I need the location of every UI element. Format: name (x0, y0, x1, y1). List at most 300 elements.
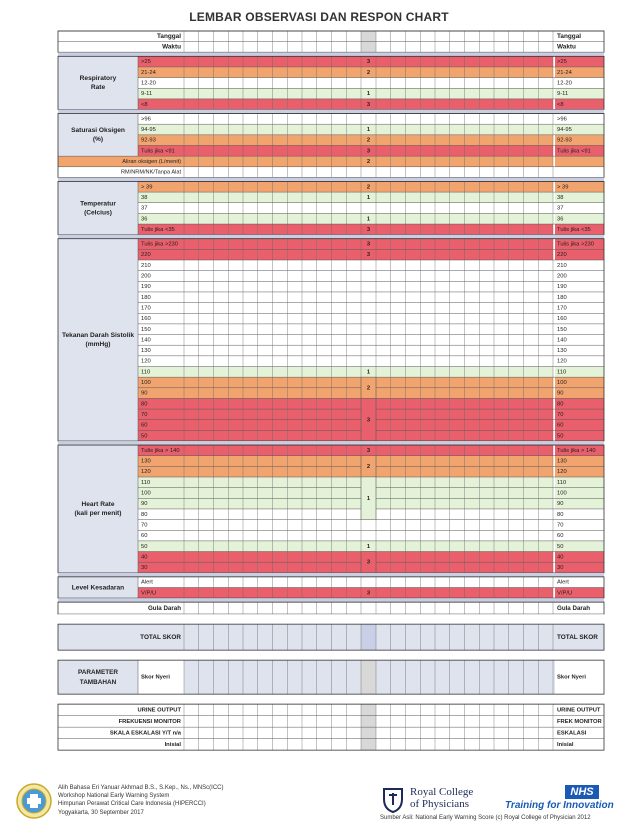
obs-cell[interactable] (509, 588, 524, 599)
obs-cell[interactable] (243, 213, 258, 224)
obs-cell[interactable] (228, 577, 243, 588)
obs-cell[interactable] (273, 88, 288, 99)
obs-cell[interactable] (509, 704, 524, 716)
obs-cell[interactable] (273, 430, 288, 441)
obs-cell[interactable] (199, 281, 214, 292)
obs-cell[interactable] (184, 552, 199, 563)
obs-cell[interactable] (435, 552, 450, 563)
obs-cell[interactable] (406, 156, 421, 167)
obs-cell[interactable] (450, 498, 465, 509)
obs-cell[interactable] (420, 488, 435, 499)
obs-cell[interactable] (346, 324, 361, 335)
obs-cell[interactable] (391, 224, 406, 235)
obs-cell[interactable] (332, 345, 347, 356)
obs-cell[interactable] (332, 498, 347, 509)
obs-cell[interactable] (479, 430, 494, 441)
obs-cell[interactable] (406, 552, 421, 563)
obs-cell[interactable] (420, 203, 435, 214)
obs-cell[interactable] (420, 377, 435, 388)
obs-cell[interactable] (479, 356, 494, 367)
obs-cell[interactable] (317, 588, 332, 599)
obs-cell[interactable] (479, 704, 494, 716)
obs-cell[interactable] (258, 146, 273, 157)
obs-cell[interactable] (391, 430, 406, 441)
obs-cell[interactable] (287, 739, 302, 751)
obs-cell[interactable] (391, 509, 406, 520)
obs-cell[interactable] (287, 292, 302, 303)
obs-cell[interactable] (214, 430, 229, 441)
obs-cell[interactable] (538, 181, 553, 192)
obs-cell[interactable] (435, 324, 450, 335)
obs-cell[interactable] (465, 520, 480, 531)
obs-cell[interactable] (420, 588, 435, 599)
obs-cell[interactable] (258, 260, 273, 271)
obs-cell[interactable] (199, 156, 214, 167)
obs-cell[interactable] (465, 78, 480, 89)
obs-cell[interactable] (524, 377, 539, 388)
obs-cell[interactable] (406, 135, 421, 146)
obs-cell[interactable] (214, 498, 229, 509)
obs-cell[interactable] (538, 203, 553, 214)
obs-cell[interactable] (302, 78, 317, 89)
obs-cell[interactable] (406, 114, 421, 125)
obs-cell[interactable] (420, 303, 435, 314)
obs-cell[interactable] (494, 509, 509, 520)
obs-cell[interactable] (243, 88, 258, 99)
obs-cell[interactable] (420, 42, 435, 53)
obs-cell[interactable] (494, 409, 509, 420)
obs-cell[interactable] (420, 577, 435, 588)
param-cell[interactable] (465, 660, 480, 694)
obs-cell[interactable] (465, 224, 480, 235)
param-cell[interactable] (273, 660, 288, 694)
obs-cell[interactable] (332, 509, 347, 520)
obs-cell[interactable] (524, 577, 539, 588)
obs-cell[interactable] (406, 335, 421, 346)
obs-cell[interactable] (509, 281, 524, 292)
obs-cell[interactable] (524, 727, 539, 739)
obs-cell[interactable] (376, 520, 391, 531)
obs-cell[interactable] (391, 552, 406, 563)
obs-cell[interactable] (465, 727, 480, 739)
obs-cell[interactable] (465, 146, 480, 157)
obs-cell[interactable] (214, 377, 229, 388)
obs-cell[interactable] (302, 56, 317, 67)
obs-cell[interactable] (376, 114, 391, 125)
obs-cell[interactable] (199, 88, 214, 99)
obs-cell[interactable] (273, 552, 288, 563)
obs-cell[interactable] (243, 124, 258, 135)
obs-cell[interactable] (391, 88, 406, 99)
obs-cell[interactable] (332, 541, 347, 552)
obs-cell[interactable] (376, 498, 391, 509)
obs-cell[interactable] (287, 367, 302, 378)
obs-cell[interactable] (420, 509, 435, 520)
obs-cell[interactable] (228, 530, 243, 541)
obs-cell[interactable] (538, 167, 553, 178)
obs-cell[interactable] (406, 271, 421, 282)
obs-cell[interactable] (391, 181, 406, 192)
obs-cell[interactable] (184, 249, 199, 260)
obs-cell[interactable] (184, 562, 199, 573)
obs-cell[interactable] (450, 388, 465, 399)
obs-cell[interactable] (214, 213, 229, 224)
obs-cell[interactable] (346, 135, 361, 146)
obs-cell[interactable] (332, 420, 347, 431)
obs-cell[interactable] (199, 213, 214, 224)
param-cell[interactable] (214, 660, 229, 694)
obs-cell[interactable] (184, 356, 199, 367)
obs-cell[interactable] (479, 271, 494, 282)
obs-cell[interactable] (465, 456, 480, 467)
obs-cell[interactable] (302, 303, 317, 314)
obs-cell[interactable] (302, 398, 317, 409)
obs-cell[interactable] (243, 31, 258, 42)
obs-cell[interactable] (243, 324, 258, 335)
obs-cell[interactable] (258, 739, 273, 751)
obs-cell[interactable] (184, 388, 199, 399)
obs-cell[interactable] (524, 114, 539, 125)
param-cell[interactable] (302, 660, 317, 694)
obs-cell[interactable] (406, 124, 421, 135)
obs-cell[interactable] (465, 249, 480, 260)
obs-cell[interactable] (199, 292, 214, 303)
obs-cell[interactable] (538, 377, 553, 388)
obs-cell[interactable] (332, 181, 347, 192)
obs-cell[interactable] (391, 213, 406, 224)
obs-cell[interactable] (450, 577, 465, 588)
obs-cell[interactable] (228, 88, 243, 99)
obs-cell[interactable] (258, 88, 273, 99)
obs-cell[interactable] (494, 88, 509, 99)
obs-cell[interactable] (479, 292, 494, 303)
obs-cell[interactable] (184, 313, 199, 324)
obs-cell[interactable] (317, 260, 332, 271)
obs-cell[interactable] (494, 192, 509, 203)
obs-cell[interactable] (538, 335, 553, 346)
obs-cell[interactable] (494, 377, 509, 388)
obs-cell[interactable] (479, 398, 494, 409)
obs-cell[interactable] (494, 588, 509, 599)
obs-cell[interactable] (317, 42, 332, 53)
obs-cell[interactable] (494, 224, 509, 235)
obs-cell[interactable] (406, 727, 421, 739)
obs-cell[interactable] (538, 388, 553, 399)
obs-cell[interactable] (214, 420, 229, 431)
obs-cell[interactable] (317, 239, 332, 250)
obs-cell[interactable] (450, 430, 465, 441)
obs-cell[interactable] (420, 456, 435, 467)
obs-cell[interactable] (420, 124, 435, 135)
obs-cell[interactable] (450, 409, 465, 420)
obs-cell[interactable] (376, 577, 391, 588)
total-cell[interactable] (184, 624, 199, 650)
obs-cell[interactable] (317, 167, 332, 178)
obs-cell[interactable] (450, 324, 465, 335)
obs-cell[interactable] (346, 124, 361, 135)
obs-cell[interactable] (376, 192, 391, 203)
obs-cell[interactable] (479, 313, 494, 324)
obs-cell[interactable] (317, 146, 332, 157)
obs-cell[interactable] (258, 420, 273, 431)
obs-cell[interactable] (184, 477, 199, 488)
obs-cell[interactable] (258, 99, 273, 110)
obs-cell[interactable] (199, 409, 214, 420)
obs-cell[interactable] (273, 739, 288, 751)
obs-cell[interactable] (214, 114, 229, 125)
obs-cell[interactable] (435, 42, 450, 53)
obs-cell[interactable] (435, 181, 450, 192)
obs-cell[interactable] (509, 114, 524, 125)
obs-cell[interactable] (273, 192, 288, 203)
obs-cell[interactable] (479, 156, 494, 167)
obs-cell[interactable] (346, 345, 361, 356)
obs-cell[interactable] (199, 445, 214, 456)
obs-cell[interactable] (346, 249, 361, 260)
obs-cell[interactable] (302, 727, 317, 739)
obs-cell[interactable] (435, 488, 450, 499)
param-cell[interactable] (287, 660, 302, 694)
obs-cell[interactable] (376, 78, 391, 89)
obs-cell[interactable] (538, 31, 553, 42)
obs-cell[interactable] (184, 124, 199, 135)
total-cell[interactable] (538, 624, 553, 650)
obs-cell[interactable] (406, 224, 421, 235)
obs-cell[interactable] (273, 203, 288, 214)
obs-cell[interactable] (287, 167, 302, 178)
obs-cell[interactable] (273, 704, 288, 716)
obs-cell[interactable] (346, 377, 361, 388)
obs-cell[interactable] (494, 271, 509, 282)
obs-cell[interactable] (494, 99, 509, 110)
obs-cell[interactable] (406, 56, 421, 67)
obs-cell[interactable] (228, 727, 243, 739)
obs-cell[interactable] (228, 156, 243, 167)
obs-cell[interactable] (494, 114, 509, 125)
obs-cell[interactable] (450, 445, 465, 456)
obs-cell[interactable] (184, 398, 199, 409)
obs-cell[interactable] (184, 224, 199, 235)
obs-cell[interactable] (287, 88, 302, 99)
obs-cell[interactable] (258, 192, 273, 203)
obs-cell[interactable] (494, 445, 509, 456)
obs-cell[interactable] (420, 716, 435, 728)
obs-cell[interactable] (287, 324, 302, 335)
obs-cell[interactable] (420, 88, 435, 99)
obs-cell[interactable] (243, 377, 258, 388)
obs-cell[interactable] (406, 356, 421, 367)
obs-cell[interactable] (258, 398, 273, 409)
obs-cell[interactable] (346, 588, 361, 599)
obs-cell[interactable] (346, 356, 361, 367)
obs-cell[interactable] (243, 78, 258, 89)
obs-cell[interactable] (376, 716, 391, 728)
obs-cell[interactable] (214, 477, 229, 488)
obs-cell[interactable] (494, 541, 509, 552)
obs-cell[interactable] (479, 420, 494, 431)
obs-cell[interactable] (406, 541, 421, 552)
obs-cell[interactable] (199, 335, 214, 346)
obs-cell[interactable] (302, 498, 317, 509)
obs-cell[interactable] (494, 562, 509, 573)
obs-cell[interactable] (184, 135, 199, 146)
obs-cell[interactable] (258, 31, 273, 42)
obs-cell[interactable] (406, 67, 421, 78)
obs-cell[interactable] (406, 88, 421, 99)
obs-cell[interactable] (199, 192, 214, 203)
obs-cell[interactable] (228, 56, 243, 67)
obs-cell[interactable] (465, 303, 480, 314)
obs-cell[interactable] (465, 445, 480, 456)
obs-cell[interactable] (450, 727, 465, 739)
obs-cell[interactable] (538, 99, 553, 110)
obs-cell[interactable] (450, 292, 465, 303)
obs-cell[interactable] (184, 409, 199, 420)
obs-cell[interactable] (538, 488, 553, 499)
obs-cell[interactable] (465, 335, 480, 346)
obs-cell[interactable] (420, 552, 435, 563)
obs-cell[interactable] (273, 303, 288, 314)
obs-cell[interactable] (228, 181, 243, 192)
obs-cell[interactable] (302, 477, 317, 488)
obs-cell[interactable] (450, 420, 465, 431)
obs-cell[interactable] (273, 377, 288, 388)
obs-cell[interactable] (450, 67, 465, 78)
param-cell[interactable] (420, 660, 435, 694)
obs-cell[interactable] (332, 239, 347, 250)
obs-cell[interactable] (302, 99, 317, 110)
obs-cell[interactable] (376, 167, 391, 178)
obs-cell[interactable] (258, 530, 273, 541)
obs-cell[interactable] (258, 488, 273, 499)
obs-cell[interactable] (184, 520, 199, 531)
obs-cell[interactable] (376, 356, 391, 367)
obs-cell[interactable] (420, 78, 435, 89)
obs-cell[interactable] (465, 577, 480, 588)
obs-cell[interactable] (524, 213, 539, 224)
obs-cell[interactable] (376, 213, 391, 224)
obs-cell[interactable] (317, 56, 332, 67)
obs-cell[interactable] (273, 181, 288, 192)
obs-cell[interactable] (538, 292, 553, 303)
obs-cell[interactable] (376, 335, 391, 346)
obs-cell[interactable] (524, 146, 539, 157)
obs-cell[interactable] (391, 167, 406, 178)
obs-cell[interactable] (243, 704, 258, 716)
obs-cell[interactable] (302, 146, 317, 157)
obs-cell[interactable] (228, 99, 243, 110)
obs-cell[interactable] (479, 388, 494, 399)
obs-cell[interactable] (406, 167, 421, 178)
obs-cell[interactable] (524, 409, 539, 420)
obs-cell[interactable] (184, 203, 199, 214)
obs-cell[interactable] (243, 430, 258, 441)
obs-cell[interactable] (435, 739, 450, 751)
obs-cell[interactable] (273, 292, 288, 303)
obs-cell[interactable] (391, 78, 406, 89)
obs-cell[interactable] (524, 430, 539, 441)
obs-cell[interactable] (258, 124, 273, 135)
obs-cell[interactable] (184, 727, 199, 739)
obs-cell[interactable] (184, 430, 199, 441)
obs-cell[interactable] (391, 477, 406, 488)
obs-cell[interactable] (228, 303, 243, 314)
obs-cell[interactable] (317, 739, 332, 751)
obs-cell[interactable] (346, 602, 361, 614)
obs-cell[interactable] (524, 520, 539, 531)
obs-cell[interactable] (450, 739, 465, 751)
obs-cell[interactable] (302, 367, 317, 378)
obs-cell[interactable] (465, 562, 480, 573)
obs-cell[interactable] (346, 88, 361, 99)
obs-cell[interactable] (479, 303, 494, 314)
obs-cell[interactable] (243, 303, 258, 314)
obs-cell[interactable] (524, 135, 539, 146)
obs-cell[interactable] (346, 430, 361, 441)
obs-cell[interactable] (376, 271, 391, 282)
obs-cell[interactable] (509, 31, 524, 42)
obs-cell[interactable] (184, 192, 199, 203)
obs-cell[interactable] (273, 388, 288, 399)
obs-cell[interactable] (258, 509, 273, 520)
obs-cell[interactable] (494, 520, 509, 531)
obs-cell[interactable] (302, 135, 317, 146)
obs-cell[interactable] (346, 488, 361, 499)
obs-cell[interactable] (332, 367, 347, 378)
obs-cell[interactable] (406, 466, 421, 477)
obs-cell[interactable] (435, 477, 450, 488)
obs-cell[interactable] (317, 409, 332, 420)
obs-cell[interactable] (214, 99, 229, 110)
obs-cell[interactable] (243, 562, 258, 573)
param-cell[interactable] (228, 660, 243, 694)
obs-cell[interactable] (214, 271, 229, 282)
obs-cell[interactable] (524, 388, 539, 399)
obs-cell[interactable] (258, 562, 273, 573)
obs-cell[interactable] (302, 324, 317, 335)
obs-cell[interactable] (332, 377, 347, 388)
obs-cell[interactable] (509, 388, 524, 399)
obs-cell[interactable] (184, 114, 199, 125)
obs-cell[interactable] (391, 498, 406, 509)
obs-cell[interactable] (258, 377, 273, 388)
obs-cell[interactable] (317, 466, 332, 477)
obs-cell[interactable] (317, 224, 332, 235)
obs-cell[interactable] (376, 249, 391, 260)
obs-cell[interactable] (346, 466, 361, 477)
obs-cell[interactable] (258, 67, 273, 78)
obs-cell[interactable] (214, 292, 229, 303)
obs-cell[interactable] (332, 67, 347, 78)
obs-cell[interactable] (273, 78, 288, 89)
obs-cell[interactable] (406, 78, 421, 89)
obs-cell[interactable] (317, 367, 332, 378)
obs-cell[interactable] (376, 477, 391, 488)
obs-cell[interactable] (435, 335, 450, 346)
obs-cell[interactable] (435, 99, 450, 110)
obs-cell[interactable] (184, 88, 199, 99)
obs-cell[interactable] (332, 31, 347, 42)
obs-cell[interactable] (479, 577, 494, 588)
obs-cell[interactable] (302, 541, 317, 552)
obs-cell[interactable] (332, 292, 347, 303)
obs-cell[interactable] (214, 562, 229, 573)
obs-cell[interactable] (450, 509, 465, 520)
obs-cell[interactable] (420, 530, 435, 541)
obs-cell[interactable] (258, 303, 273, 314)
obs-cell[interactable] (494, 345, 509, 356)
obs-cell[interactable] (199, 313, 214, 324)
